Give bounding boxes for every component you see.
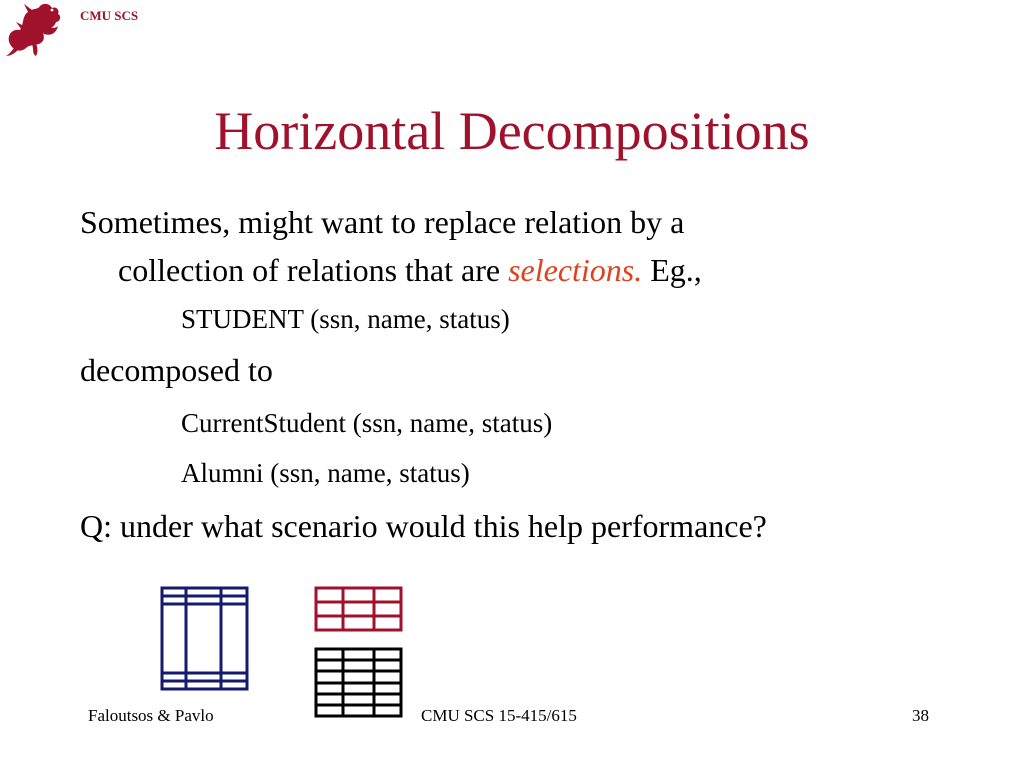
decomposed-to: decomposed to xyxy=(80,352,273,388)
slide-title: Horizontal Decompositions xyxy=(214,101,810,161)
alumni-table-icon xyxy=(316,649,401,716)
page-number: 38 xyxy=(912,706,929,725)
schema-alumni: Alumni (ssn, name, status) xyxy=(181,458,470,488)
intro-line-2-text: collection of relations that are xyxy=(118,252,509,288)
intro-line-2-tail: Eg., xyxy=(642,252,702,288)
performance-question: Q: under what scenario would this help performance? xyxy=(80,508,767,544)
header-label: CMU SCS xyxy=(80,8,139,23)
full-table-icon xyxy=(162,588,247,689)
intro-line-1: Sometimes, might want to replace relation by a xyxy=(80,204,685,240)
footer-authors: Faloutsos & Pavlo xyxy=(88,706,214,725)
current-student-table-icon xyxy=(316,588,401,630)
schema-current-student: CurrentStudent (ssn, name, status) xyxy=(181,408,553,438)
selections-emphasis: selections. xyxy=(508,252,643,288)
schema-student: STUDENT (ssn, name, status) xyxy=(181,304,510,334)
footer-course: CMU SCS 15-415/615 xyxy=(421,706,577,725)
